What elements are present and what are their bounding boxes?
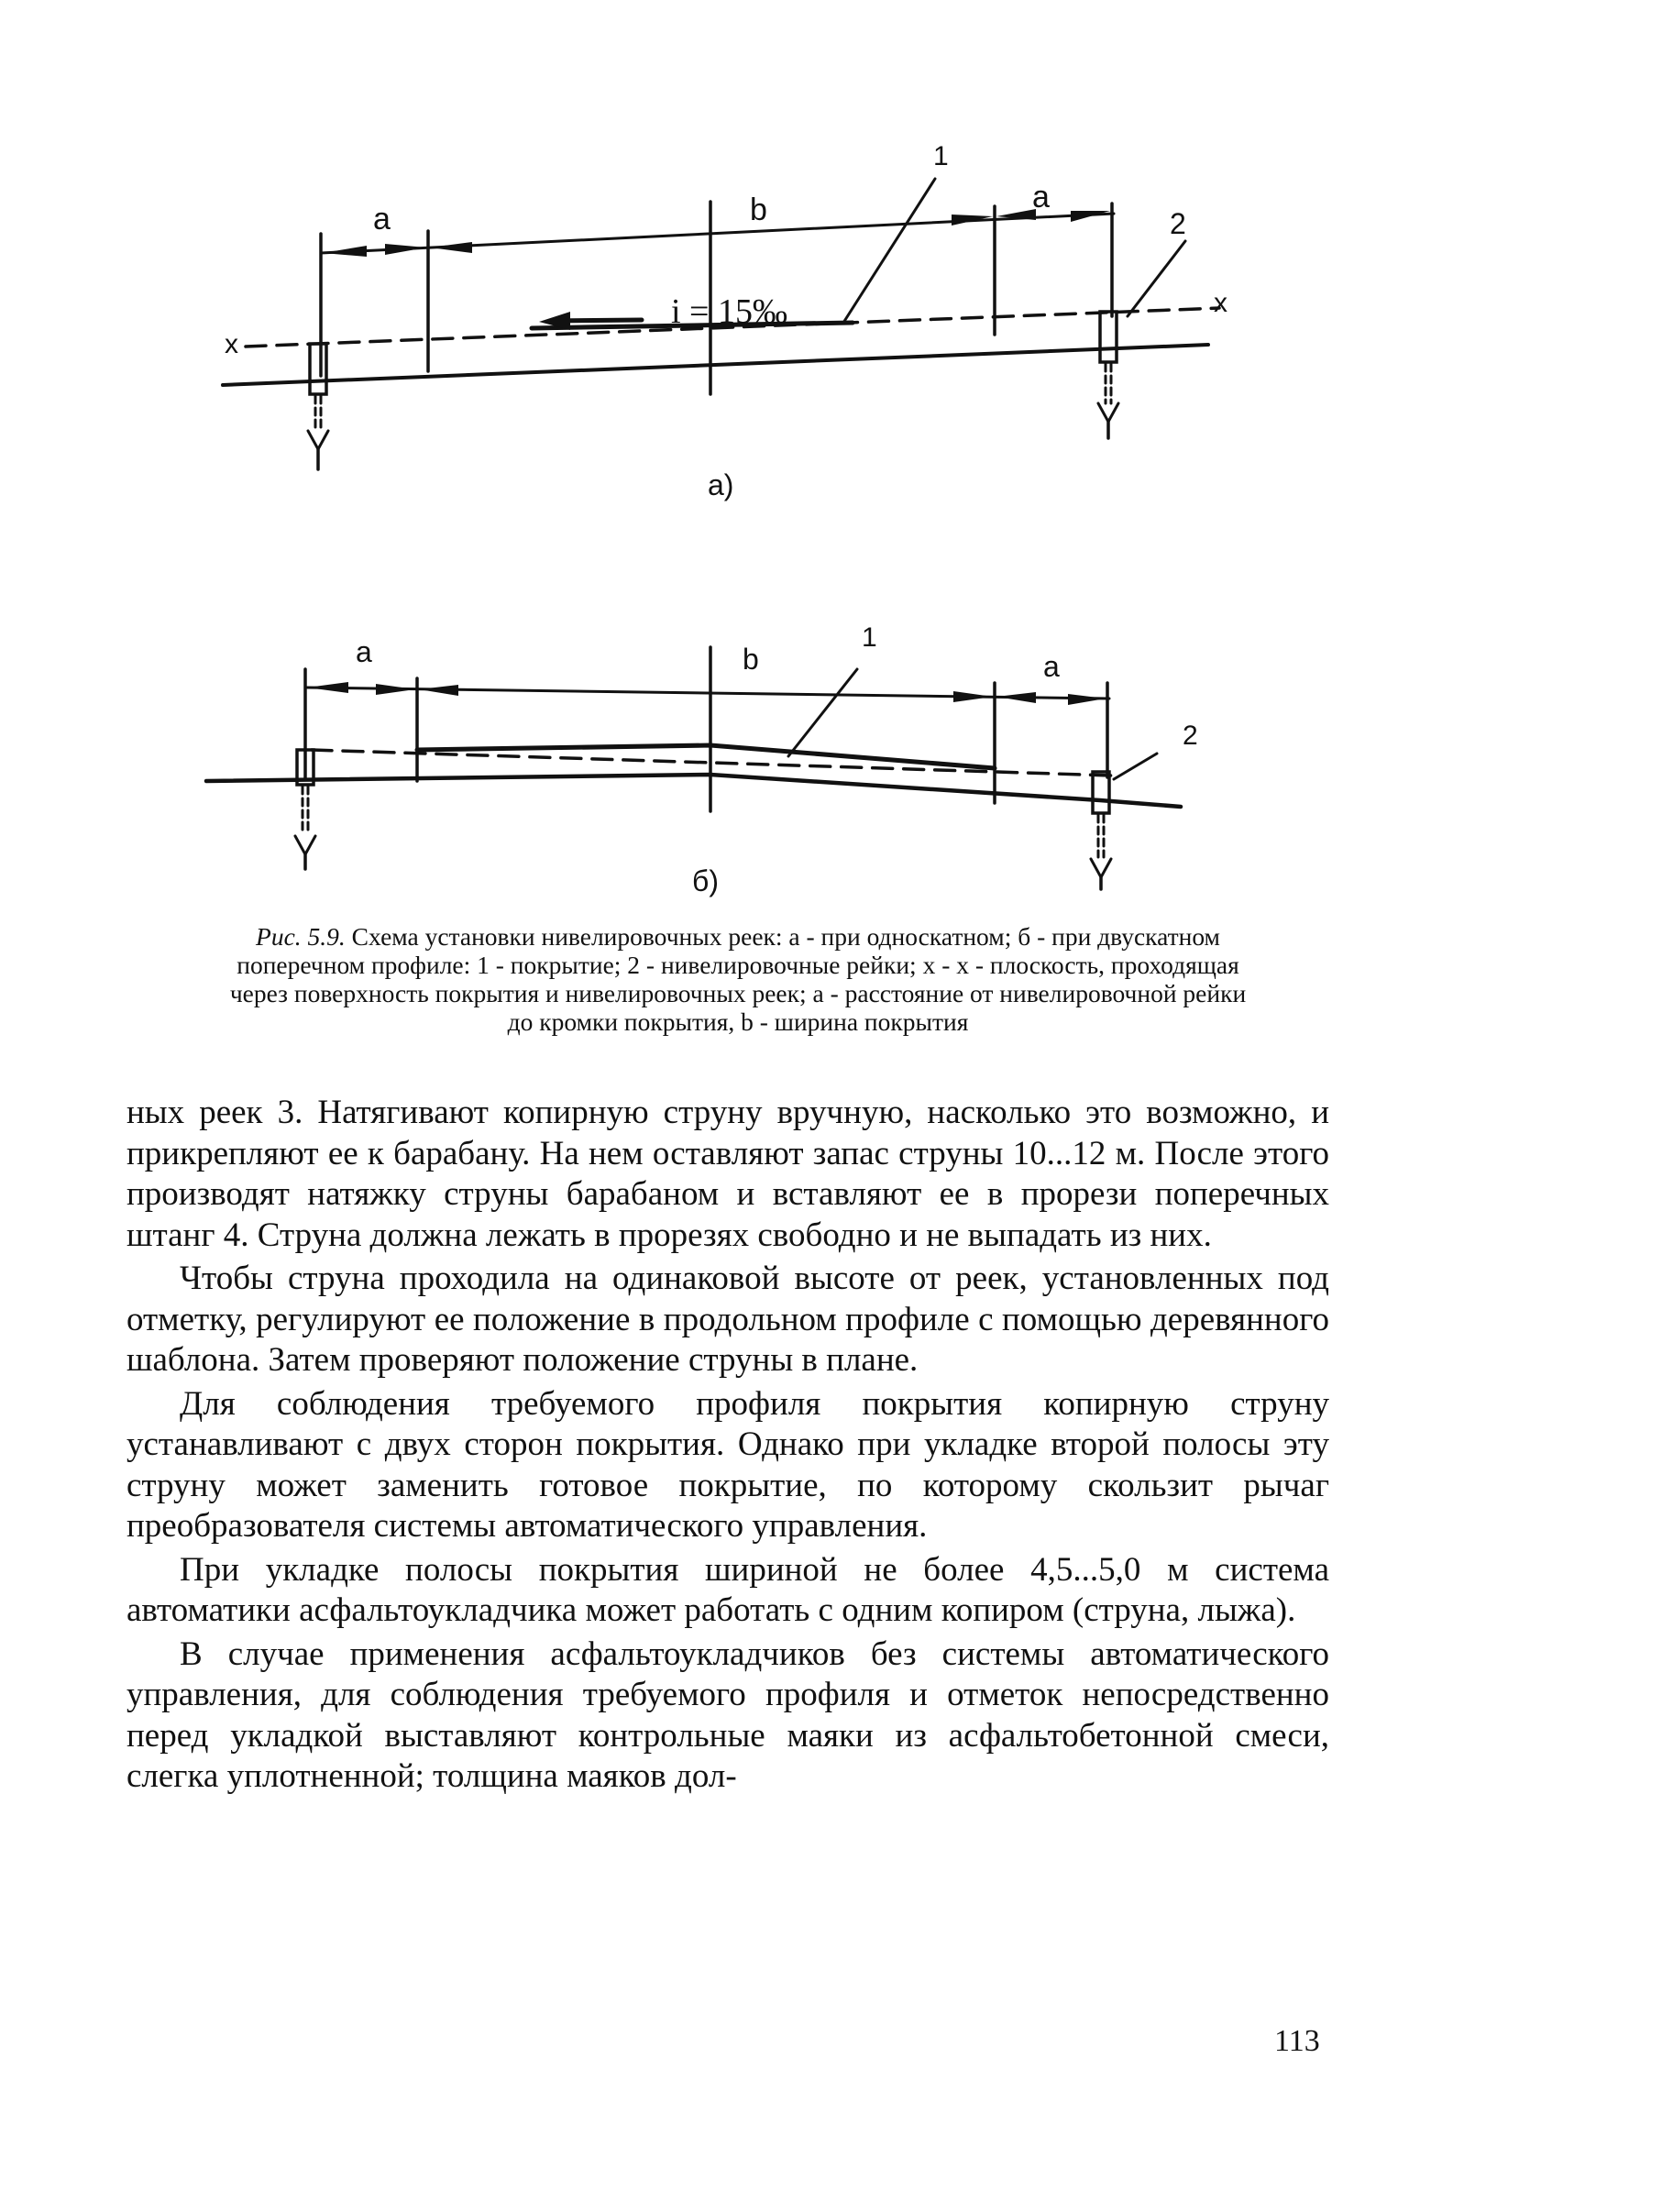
body-text xyxy=(127,1093,1329,1798)
figure-b-callout-1: 1 xyxy=(862,622,877,653)
caption-prefix: Рис. 5.9. xyxy=(256,922,346,951)
figure-a-label-a-left: а xyxy=(373,202,391,237)
figure-b-label-a-right: а xyxy=(1043,650,1060,683)
figure-a-callout-1: 1 xyxy=(933,141,949,171)
figure-b-sublabel: б) xyxy=(692,864,719,897)
figure-a-label-b: b xyxy=(750,193,767,227)
figure-a-slope: i = 15‰ xyxy=(671,292,787,331)
paragraph-2: Чтобы струна проходила на одинаковой высоте от реек, установленных под отметку, регулируют ее положение в продольном профиле с помощью деревянного шаблона. Затем проверяют положение струны в плане. xyxy=(127,1260,1329,1379)
figure-a-label-a-right: a xyxy=(1032,180,1050,215)
page-number: 113 xyxy=(1274,2024,1320,2058)
figure-b-label-b: b xyxy=(743,643,759,676)
paragraph-4: При укладке полосы покрытия шириной не более 4,5...5,0 м система автоматики асфальтоукладчика может работать с одним копиром (струна, лыжа). xyxy=(127,1550,1329,1629)
caption-text: Схема установки нивелировочных реек: а - при односкатном; б - при двускатном поперечном профиле: 1 - покрытие; 2 - нивелировочные рейки; x - x - плоскость, проходящая через поверхность покрытия и нивелировочных реек; а - расстояние от нивелировочной рейки до кромки покрытия, b - ширина покрытия xyxy=(229,922,1247,1036)
figure-a-sublabel: а) xyxy=(708,468,734,501)
figure-b-callout-2: 2 xyxy=(1183,721,1198,751)
figure-a-x-left: x xyxy=(225,329,238,359)
paragraph-1: ных реек 3. Натягивают копирную струну вручную, насколько это возможно, и прикрепляют ее к барабану. На нем оставляют запас струны 10...12 м. После этого производят натяжку струны барабаном и вставляют ее в прорези поперечных штанг 4. Струна должна лежать в прорезях свободно и не выпадать из них. xyxy=(127,1094,1329,1254)
paragraph-5: В случае применения асфальтоукладчиков без системы автоматического управления, для соблюдения требуемого профиля и отметок непосредственно перед укладкой выставляют контрольные маяки из асфальтобетонной смеси, слегка уплотненной; толщина маяков дол- xyxy=(127,1634,1329,1795)
figure-a-x-right: x xyxy=(1214,288,1227,318)
figure-a-callout-2: 2 xyxy=(1170,207,1186,240)
figure-b-label-a-left: а xyxy=(356,635,372,668)
paragraph-3: Для соблюдения требуемого профиля покрытия копирную струну устанавливают с двух сторон покрытия. Однако при укладке второй полосы эту струну может заменить готовое покрытие, по которому скользит рычаг преобразователя системы автоматического управления. xyxy=(127,1384,1329,1545)
figure-caption xyxy=(220,922,1256,1036)
